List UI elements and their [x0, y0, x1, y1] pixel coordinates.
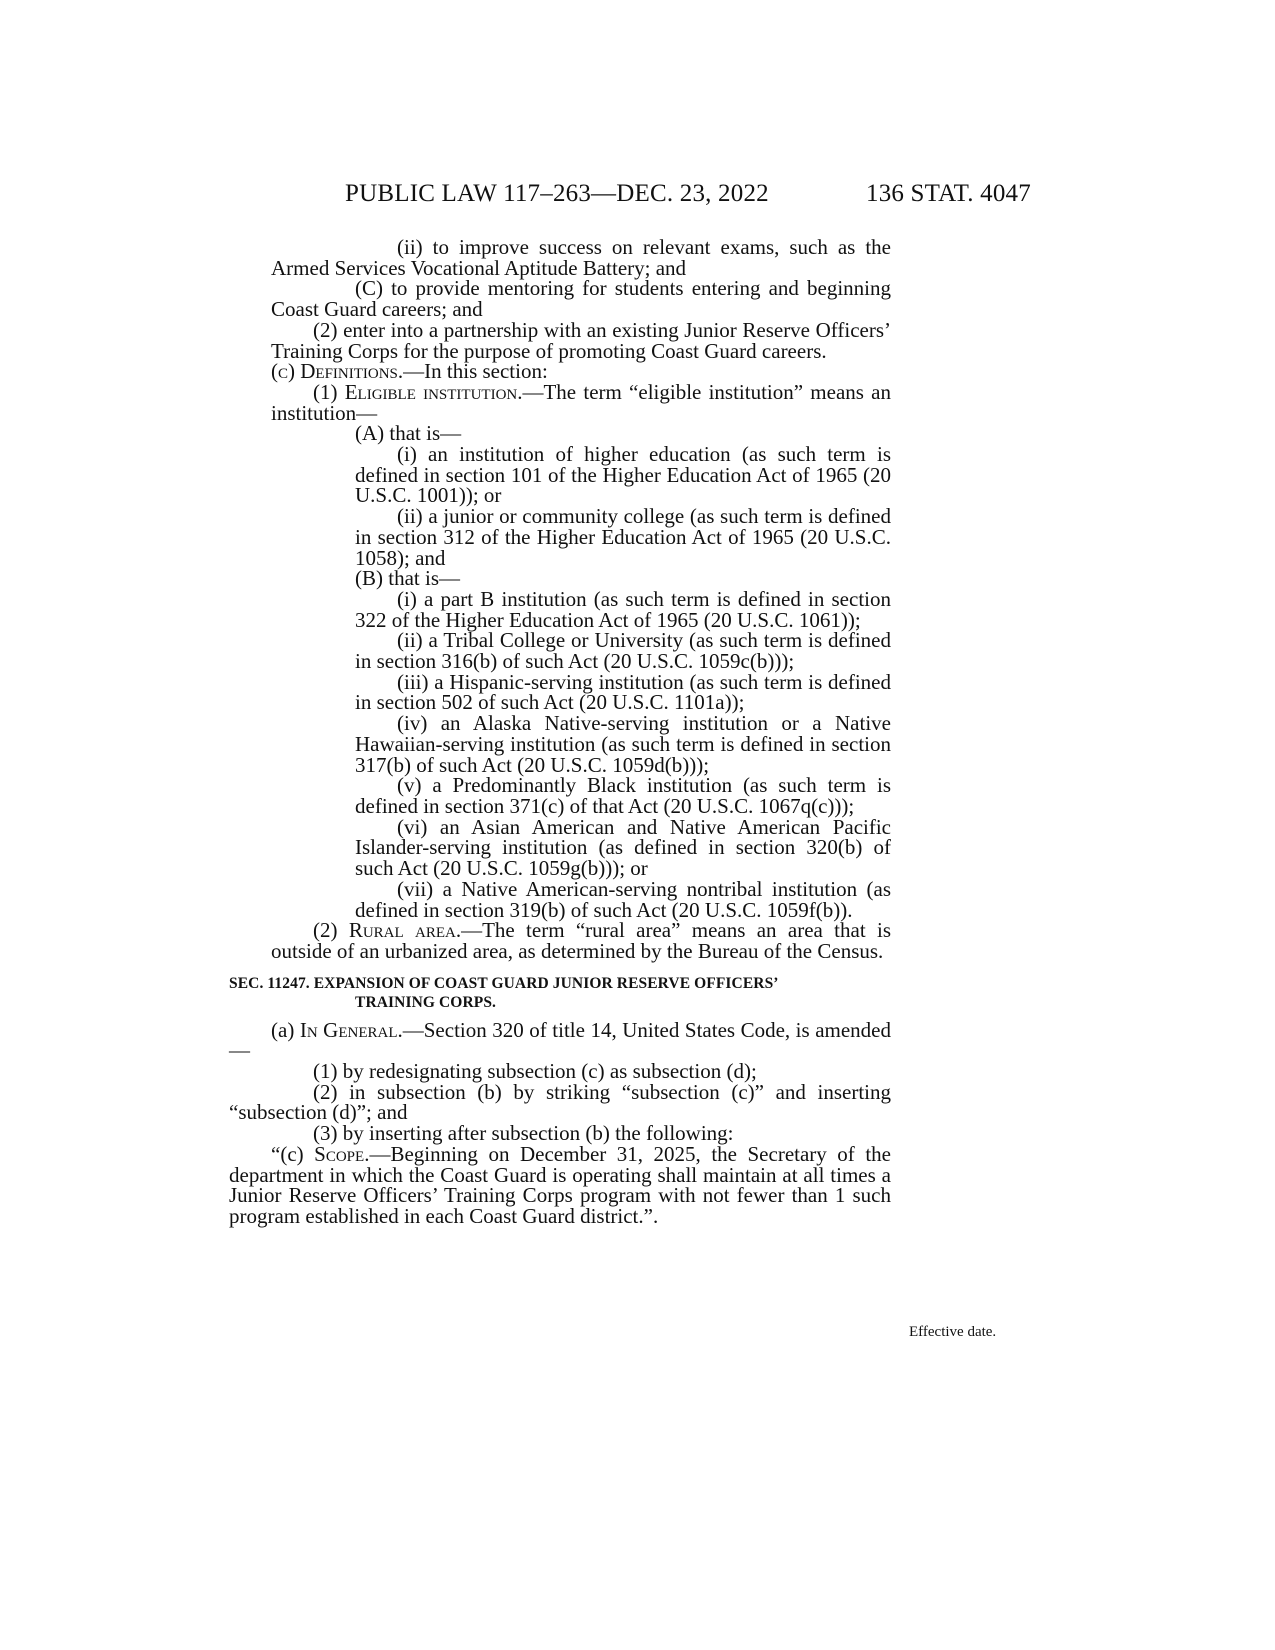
paragraph-B-iv: (iv) an Alaska Native-serving institution or a Native Hawaiian-serving institution (as such term is defined in section 317(b) of such Act (20 U.S.C. 1059d(b))); [355, 711, 891, 777]
scope-label: Scope [314, 1141, 365, 1166]
in-general-label: In General [299, 1017, 398, 1042]
in-general-num: (a) [271, 1017, 300, 1042]
scope-num: “(c) [271, 1141, 315, 1166]
rural-label: Rural area [348, 918, 456, 943]
scope-text: .—Beginning on December 31, 2025, the Secretary of the department in which the Coast Guard is operating shall maintain at all times a Junior Reserve Officers’ Training Corps program with not fewer than 1 such program established in each Coast Guard district.”. [229, 1141, 891, 1228]
section-heading-line1: SEC. 11247. EXPANSION OF COAST GUARD JUNIOR RESERVE OFFICERS’ [229, 974, 779, 992]
section-heading [229, 974, 891, 1012]
rural-num: (2) [313, 918, 349, 943]
paragraph-B: (B) that is— [355, 566, 460, 591]
header-page-number: 136 STAT. 4047 [866, 180, 1031, 207]
eligible-num: (1) [313, 379, 345, 404]
eligible-text: .—The term “eligible institution” means an institution— [271, 379, 891, 425]
margin-note-effective-date: Effective date. [909, 1324, 997, 1340]
document-body [229, 237, 891, 1227]
definitions-label: (c) Definitions [271, 359, 398, 384]
paragraph-ii-improve: (ii) to improve success on relevant exams, such as the Armed Services Vocational Aptitude Battery; and [271, 235, 891, 280]
amendment-item-1: (1) by redesignating subsection (c) as subsection (d); [313, 1059, 757, 1084]
paragraph-2-rural-area [271, 920, 891, 961]
amendment-item-2: (2) in subsection (b) by striking “subsection (c)” and inserting “subsection (d)”; and [229, 1079, 891, 1125]
paragraph-B-vii: (vii) a Native American-serving nontribal institution (as defined in section 319(b) of such Act (20 U.S.C. 1059f(b)). [355, 876, 891, 922]
paragraph-B-v: (v) a Predominantly Black institution (as such term is defined in section 371(c) of that Act (20 U.S.C. 1067q(c))); [355, 773, 891, 818]
subsection-a-in-general [229, 1017, 891, 1063]
definitions-text: .—In this section: [397, 359, 548, 384]
inserted-subsection-c-scope [229, 1141, 891, 1228]
header-title: PUBLIC LAW 117–263—DEC. 23, 2022 [345, 180, 769, 207]
section-heading-line2: TRAINING CORPS. [355, 993, 497, 1011]
amendment-item-3: (3) by inserting after subsection (b) the following: [313, 1121, 734, 1146]
paragraph-A-ii: (ii) a junior or community college (as such term is defined in section 312 of the Higher Education Act of 1965 (20 U.S.C. 1058); and [355, 504, 891, 570]
paragraph-A: (A) that is— [355, 421, 462, 446]
subsection-c-definitions [271, 361, 891, 382]
paragraph-1-eligible-institution [271, 379, 891, 425]
rural-text: .—The term “rural area” means an area that is outside of an urbanized area, as determined by the Bureau of the Census. [271, 918, 891, 963]
paragraph-A-i: (i) an institution of higher education (as such term is defined in section 101 of the Higher Education Act of 1965 (20 U.S.C. 1001)); or [355, 442, 891, 508]
paragraph-B-ii: (ii) a Tribal College or University (as such term is defined in section 316(b) of such Act (20 U.S.C. 1059c(b))); [355, 628, 891, 674]
in-general-text: .—Section 320 of title 14, United States Code, is amended— [229, 1017, 891, 1063]
paragraph-B-vi: (vi) an Asian American and Native American Pacific Islander-serving institution (as defined in section 320(b) of such Act (20 U.S.C. 1059g(b))); or [355, 814, 891, 881]
running-header [0, 180, 1275, 216]
paragraph-B-iii: (iii) a Hispanic-serving institution (as such term is defined in section 502 of such Act (20 U.S.C. 1101a)); [355, 669, 891, 715]
eligible-label: Eligible institution [344, 379, 518, 404]
paragraph-B-i: (i) a part B institution (as such term is defined in section 322 of the Higher Education Act of 1965 (20 U.S.C. 1061)); [355, 586, 891, 632]
paragraph-C-mentoring: (C) to provide mentoring for students entering and beginning Coast Guard careers; and [271, 276, 891, 322]
paragraph-2-partnership: (2) enter into a partnership with an existing Junior Reserve Officers’ Training Corps for the purpose of promoting Coast Guard careers. [271, 317, 891, 363]
